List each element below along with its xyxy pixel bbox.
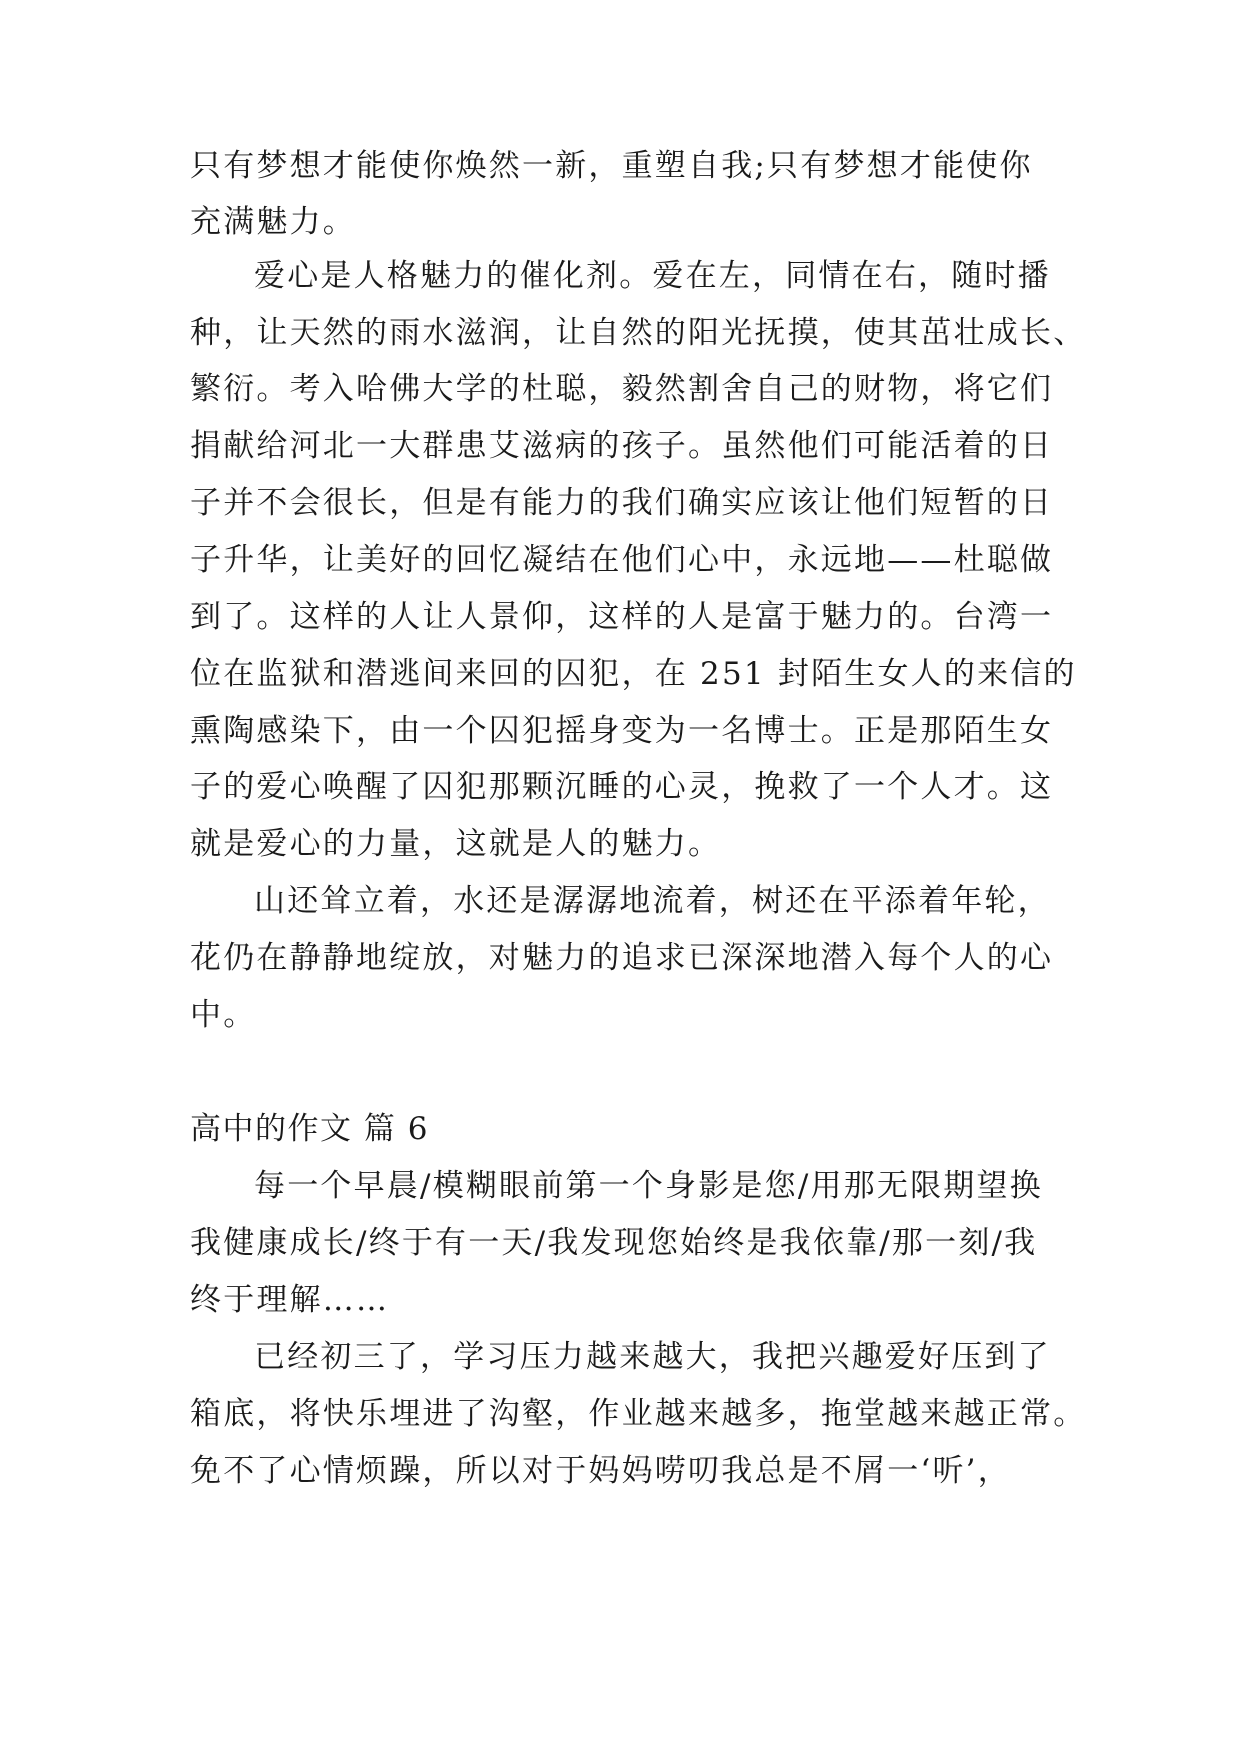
section-heading: 高中的作文 篇 6 bbox=[190, 1111, 429, 1147]
paragraph-line: 每一个早晨/模糊眼前第一个身影是您/用那无限期望换 bbox=[254, 1168, 1043, 1204]
paragraph-line: 已经初三了，学习压力越来越大，我把兴趣爱好压到了 bbox=[254, 1339, 1051, 1375]
paragraph-line: 捐献给河北一大群患艾滋病的孩子。虽然他们可能活着的日 bbox=[190, 428, 1054, 464]
paragraph-line: 我健康成长/终于有一天/我发现您始终是我依靠/那一刻/我 bbox=[190, 1225, 1038, 1261]
paragraph-line: 繁衍。考入哈佛大学的杜聪，毅然割舍自己的财物，将它们 bbox=[190, 371, 1054, 407]
paragraph-line: 种，让天然的雨水滋润，让自然的阳光抚摸，使其茁壮成长、 bbox=[190, 315, 1087, 351]
paragraph-line: 山还耸立着，水还是潺潺地流着，树还在平添着年轮， bbox=[254, 883, 1051, 919]
paragraph-line: 充满魅力。 bbox=[190, 204, 356, 240]
paragraph-line: 就是爱心的力量，这就是人的魅力。 bbox=[190, 826, 722, 862]
paragraph-line: 免不了心情烦躁，所以对于妈妈唠叨我总是不屑一‘听’， bbox=[190, 1453, 1011, 1489]
paragraph-line: 中。 bbox=[190, 997, 257, 1033]
paragraph-line: 子的爱心唤醒了囚犯那颗沉睡的心灵，挽救了一个人才。这 bbox=[190, 769, 1054, 805]
paragraph-line: 子并不会很长，但是有能力的我们确实应该让他们短暂的日 bbox=[190, 485, 1054, 521]
paragraph-line: 熏陶感染下，由一个囚犯摇身变为一名博士。正是那陌生女 bbox=[190, 713, 1054, 749]
paragraph-line: 位在监狱和潜逃间来回的囚犯，在 251 封陌生女人的来信的 bbox=[190, 656, 1077, 692]
paragraph-line: 子升华，让美好的回忆凝结在他们心中，永远地——杜聪做 bbox=[190, 542, 1054, 578]
paragraph-line: 花仍在静静地绽放，对魅力的追求已深深地潜入每个人的心 bbox=[190, 940, 1054, 976]
paragraph-line: 爱心是人格魅力的催化剂。爱在左，同情在右，随时播 bbox=[254, 258, 1051, 294]
paragraph-line: 只有梦想才能使你焕然一新，重塑自我;只有梦想才能使你 bbox=[190, 148, 1033, 184]
paragraph-line: 到了。这样的人让人景仰，这样的人是富于魅力的。台湾一 bbox=[190, 599, 1054, 635]
paragraph-line: 箱底，将快乐埋进了沟壑，作业越来越多，拖堂越来越正常。 bbox=[190, 1396, 1087, 1432]
paragraph-line: 终于理解…… bbox=[190, 1282, 390, 1318]
